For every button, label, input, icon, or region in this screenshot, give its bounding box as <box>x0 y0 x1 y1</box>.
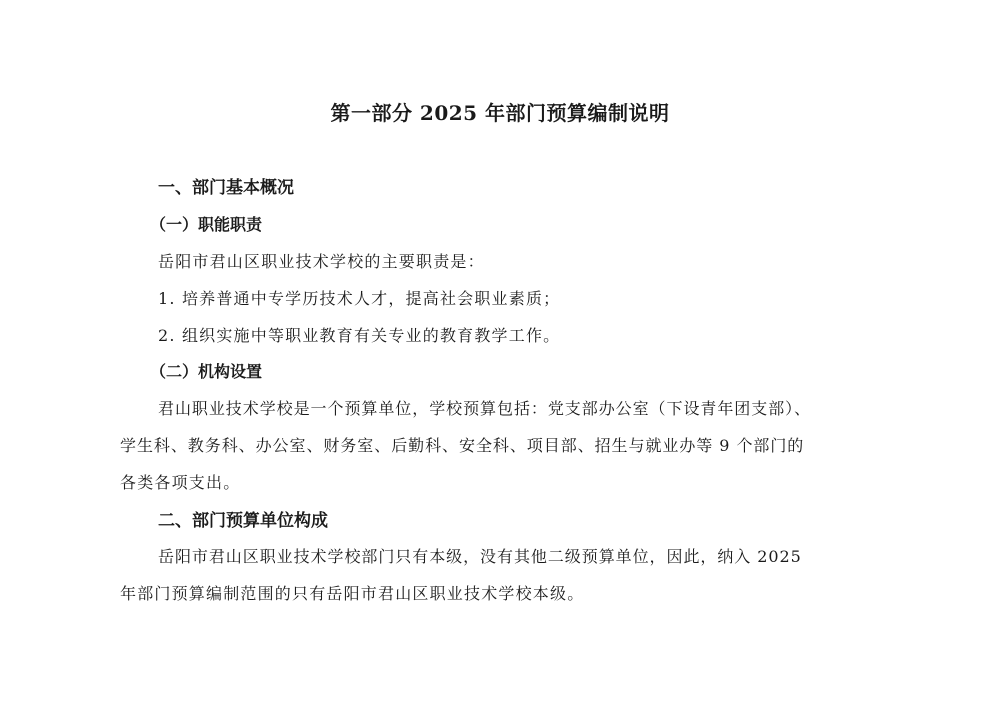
section-heading-basic-overview: 一、部门基本概况 <box>158 178 294 198</box>
page-title: 第一部分 2025 年部门预算编制说明 <box>330 101 670 125</box>
subsection-heading-organization: （二）机构设置 <box>150 362 263 381</box>
organization-line-2: 学生科、教务科、办公室、财务室、后勤科、安全科、项目部、招生与就业办等 9 个部门的 <box>120 436 805 455</box>
section-heading-budget-units: 二、部门预算单位构成 <box>158 511 328 531</box>
subsection-heading-duties: （一）职能职责 <box>150 215 263 234</box>
organization-line-3: 各类各项支出。 <box>120 473 241 492</box>
duty-item-2: 2. 组织实施中等职业教育有关专业的教育教学工作。 <box>158 326 561 345</box>
budget-units-line-1: 岳阳市君山区职业技术学校部门只有本级，没有其他二级预算单位，因此，纳入 2025 <box>158 547 802 566</box>
organization-line-1: 君山职业技术学校是一个预算单位，学校预算包括：党支部办公室（下设青年团支部）、 <box>158 399 812 418</box>
duties-intro: 岳阳市君山区职业技术学校的主要职责是： <box>158 252 485 271</box>
budget-units-line-2: 年部门预算编制范围的只有岳阳市君山区职业技术学校本级。 <box>120 584 585 603</box>
duty-item-1: 1. 培养普通中专学历技术人才，提高社会职业素质； <box>158 289 561 308</box>
